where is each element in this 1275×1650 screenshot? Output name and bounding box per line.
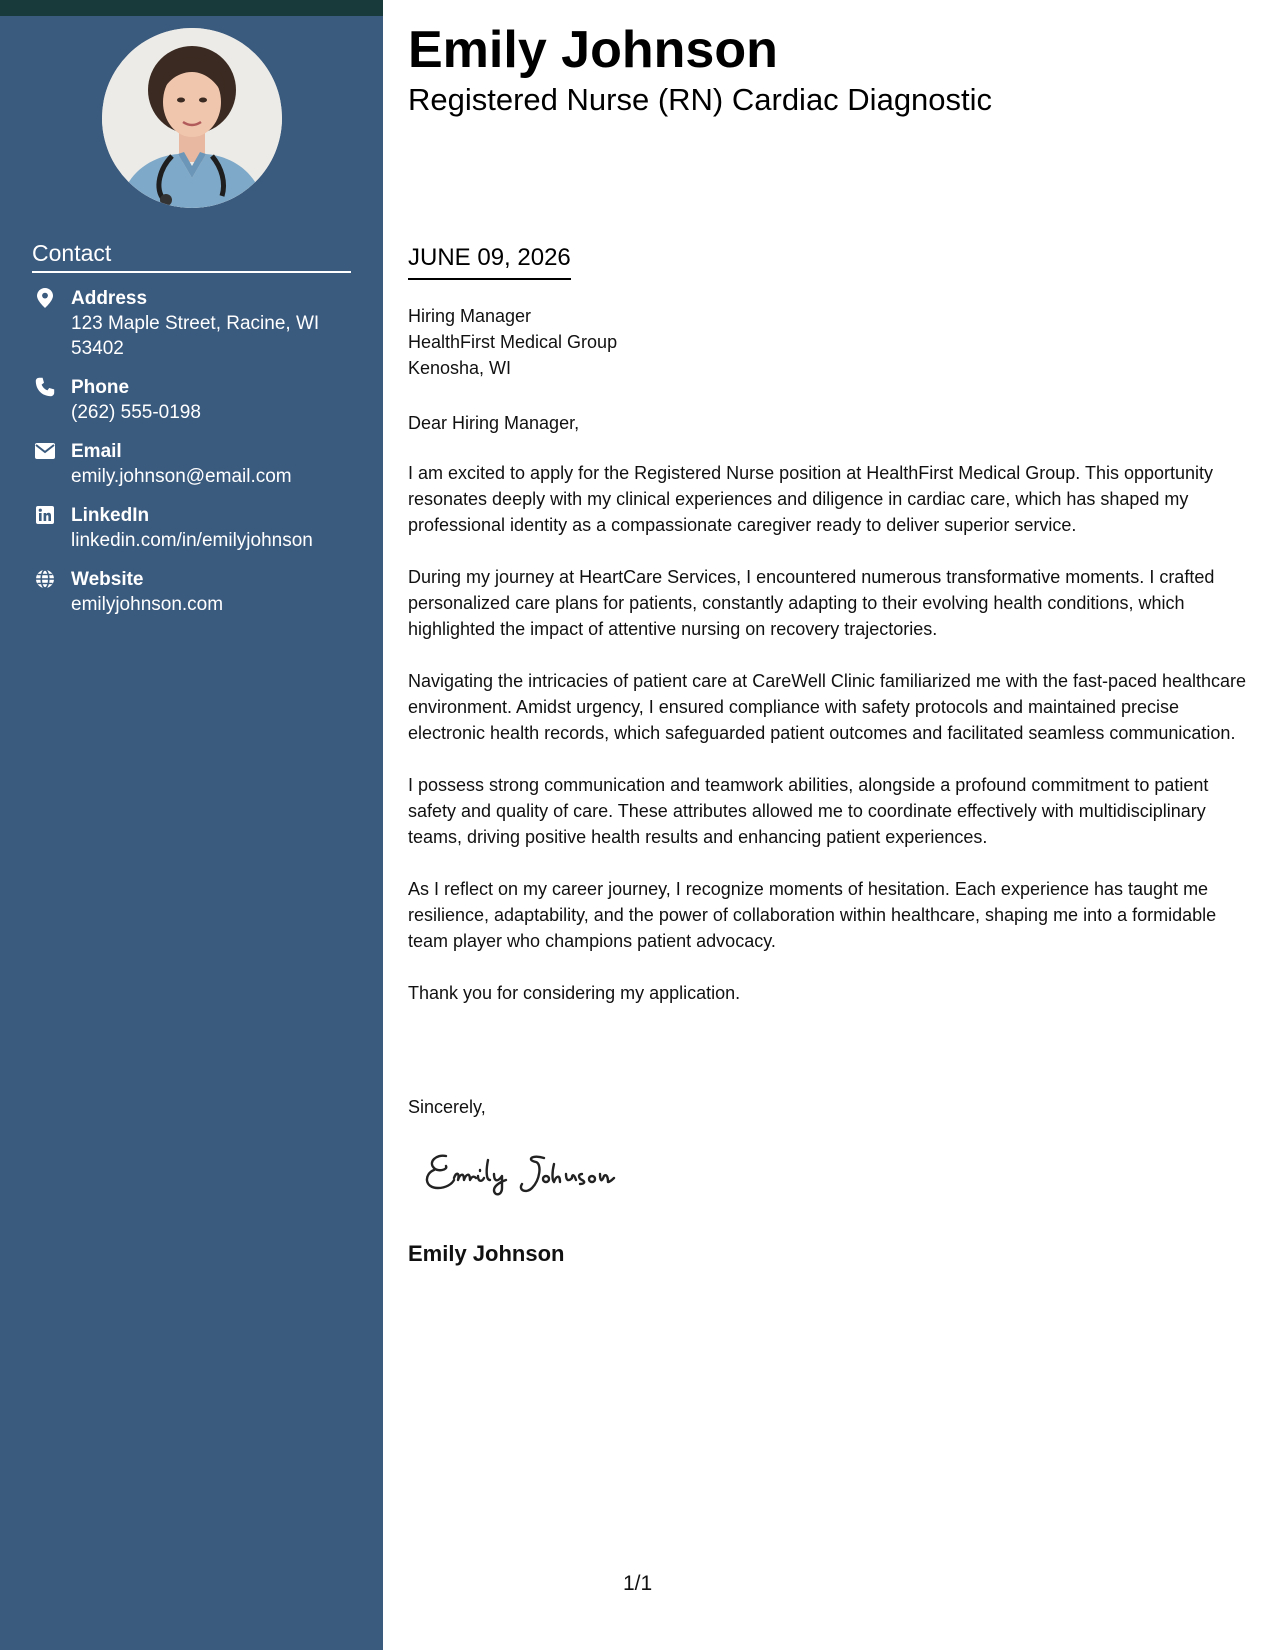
- contact-value: (262) 555-0198: [71, 402, 201, 423]
- contact-value: emilyjohnson.com: [71, 594, 224, 615]
- phone-icon: [32, 376, 58, 398]
- avatar: [102, 28, 282, 208]
- recipient-block: [408, 303, 617, 381]
- contact-label: Phone: [71, 377, 130, 398]
- linkedin-icon: [32, 504, 58, 526]
- body-paragraph: I am excited to apply for the Registered Nurse position at HealthFirst Medical Group. This opportunity resonates deeply with my clinical experiences and diligence in cardiac care, which has shaped my professional identity as a compassionate caregiver ready to deliver superior service.: [408, 463, 1214, 535]
- envelope-icon: [32, 440, 58, 462]
- recipient-line: HealthFirst Medical Group: [408, 332, 618, 352]
- contact-value: emily.johnson@email.com: [71, 466, 292, 487]
- recipient-line: Kenosha, WI: [408, 358, 512, 378]
- contact-label: Website: [71, 569, 144, 590]
- applicant-name: Emily Johnson: [408, 21, 778, 79]
- closing: Sincerely,: [408, 1097, 486, 1117]
- contact-heading: Contact: [32, 240, 351, 273]
- contact-item-phone: [32, 375, 362, 425]
- salutation: Dear Hiring Manager,: [408, 413, 580, 433]
- body-paragraph: During my journey at HeartCare Services, I encountered numerous transformative moments. I crafted personalized care plans for patients, constantly adapting to their evolving health conditions, which highlighted the impact of attentive nursing on recovery trajectories.: [408, 567, 1215, 639]
- letter-body: [408, 410, 1253, 1032]
- contact-value: 123 Maple Street, Racine, WI 53402: [71, 313, 320, 359]
- body-paragraph: Navigating the intricacies of patient care at CareWell Clinic familiarized me with the fast-paced healthcare environment. Amidst urgency, I ensured compliance with safety protocols and maintained precise electronic health records, which safeguarded patient outcomes and facilitated seamless communication.: [408, 671, 1247, 743]
- contact-label: LinkedIn: [71, 505, 150, 526]
- sidebar-top-bar: [0, 0, 383, 16]
- body-paragraph: As I reflect on my career journey, I recognize moments of hesitation. Each experience has taught me resilience, adaptability, and the power of collaboration within healthcare, shaping me into a formidable team player who champions patient advocacy.: [408, 879, 1217, 951]
- contact-item-email: [32, 439, 362, 489]
- page-number: 1/1: [623, 1572, 653, 1595]
- recipient-line: Hiring Manager: [408, 306, 532, 326]
- handwritten-signature: [422, 1140, 662, 1205]
- contact-label: Address: [71, 288, 148, 309]
- map-pin-icon: [32, 287, 58, 309]
- globe-icon: [32, 568, 58, 590]
- contact-value: linkedin.com/in/emilyjohnson: [71, 530, 313, 551]
- sidebar: [0, 0, 383, 1650]
- contact-item-address: [32, 286, 362, 361]
- contact-list: [32, 286, 362, 631]
- body-paragraph: Thank you for considering my application.: [408, 983, 741, 1003]
- body-paragraph: I possess strong communication and teamwork abilities, alongside a profound commitment to patient safety and quality of care. These attributes allowed me to coordinate effectively with multidisciplinary teams, driving positive health results and enhancing patient experiences.: [408, 775, 1209, 847]
- job-title: Registered Nurse (RN) Cardiac Diagnostic: [408, 82, 993, 117]
- signer-name: Emily Johnson: [408, 1241, 565, 1266]
- contact-item-linkedin: [32, 503, 362, 553]
- letter-date: JUNE 09, 2026: [408, 244, 571, 280]
- contact-item-website: [32, 567, 362, 617]
- contact-label: Email: [71, 441, 122, 462]
